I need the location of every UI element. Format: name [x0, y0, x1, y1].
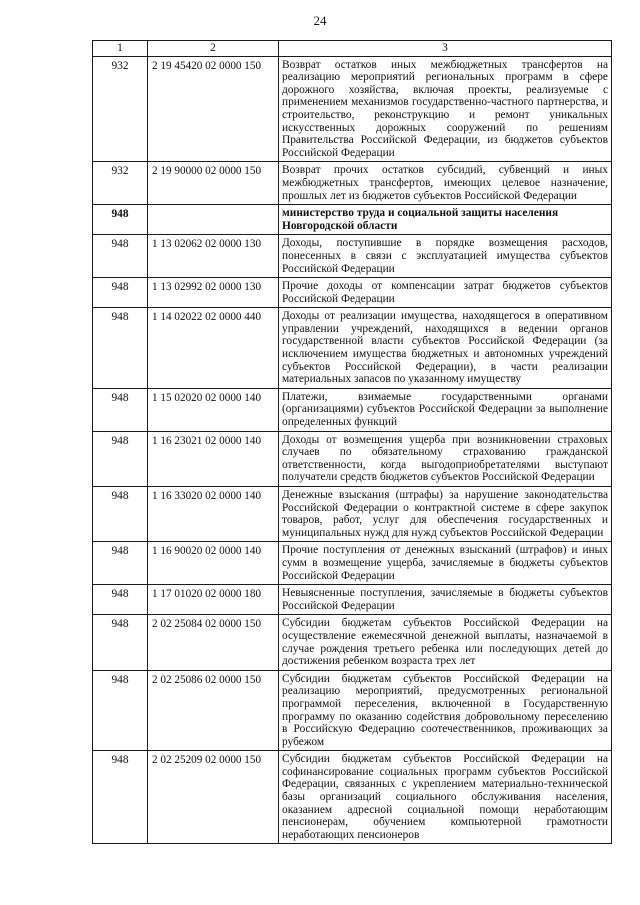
budget-code-cell: 1 16 33020 02 0000 140: [148, 487, 279, 542]
table-row: [93, 585, 612, 615]
description-cell: Субсидии бюджетам субъектов Российской Федерации на осуществление ежемесячной денежной выплаты, назначаемой в случае рождения третьего ребенка или последующих детей до достижения ребенком возраста трех лет: [279, 615, 612, 670]
budget-code-cell: 1 15 02020 02 0000 140: [148, 388, 279, 431]
budget-code-cell: 1 16 90020 02 0000 140: [148, 542, 279, 585]
admin-code-cell: 948: [93, 487, 148, 542]
admin-code-cell: 932: [93, 56, 148, 162]
description-cell: Доходы, поступившие в порядке возмещения расходов, понесенных в связи с эксплуатацией имущества субъектов Российской Федерации: [279, 235, 612, 278]
table-body: [93, 56, 612, 844]
budget-code-cell: 1 16 23021 02 0000 140: [148, 431, 279, 486]
budget-code-cell: 1 14 02022 02 0000 440: [148, 308, 279, 389]
admin-code-cell: 948: [93, 670, 148, 751]
budget-code-cell: 2 02 25209 02 0000 150: [148, 751, 279, 844]
table-row: [93, 235, 612, 278]
description-cell: Прочие доходы от компенсации затрат бюджетов субъектов Российской Федерации: [279, 278, 612, 308]
admin-code-cell: 948: [93, 431, 148, 486]
table-row: [93, 56, 612, 162]
description-cell: Денежные взыскания (штрафы) за нарушение законодательства Российской Федерации о контрактной системе в сфере закупок товаров, работ, услуг для обеспечения государственных и муниципальных нужд для нужд субъектов Российской Федерации: [279, 487, 612, 542]
table-row: [93, 162, 612, 205]
budget-code-cell: 1 13 02992 02 0000 130: [148, 278, 279, 308]
column-header-description: 3: [279, 41, 612, 57]
admin-code-cell: 948: [93, 235, 148, 278]
admin-code-cell: 948: [93, 308, 148, 389]
admin-code-cell: 948: [93, 278, 148, 308]
column-header-admin: 1: [93, 41, 148, 57]
page-number: 24: [313, 13, 327, 28]
section-header-row: [93, 205, 612, 235]
admin-code-cell: 948: [93, 615, 148, 670]
budget-code-cell: 2 02 25084 02 0000 150: [148, 615, 279, 670]
table-row: [93, 388, 612, 431]
admin-code-cell: 948: [93, 585, 148, 615]
description-cell: Невыясненные поступления, зачисляемые в бюджеты субъектов Российской Федерации: [279, 585, 612, 615]
description-cell: Возврат прочих остатков субсидий, субвенций и иных межбюджетных трансфертов, имеющих целевое назначение, прошлых лет из бюджетов субъектов Российской Федерации: [279, 162, 612, 205]
admin-code-cell: 948: [93, 205, 148, 235]
description-cell: Доходы от возмещения ущерба при возникновении страховых случаев по обязательному страхованию гражданской ответственности, когда выгодоприобретателями выступают получатели средств бюджетов субъектов Российской Федерации: [279, 431, 612, 486]
budget-code-cell: 1 17 01020 02 0000 180: [148, 585, 279, 615]
admin-code-cell: 948: [93, 751, 148, 844]
budget-code-cell: 2 19 90000 02 0000 150: [148, 162, 279, 205]
table-row: [93, 487, 612, 542]
table-row: [93, 542, 612, 585]
section-title-cell: министерство труда и социальной защиты населения Новгородской области: [279, 205, 612, 235]
table-header-row: [93, 41, 612, 57]
budget-code-cell: 2 19 45420 02 0000 150: [148, 56, 279, 162]
table-row: [93, 431, 612, 486]
column-header-code: 2: [148, 41, 279, 57]
revenue-codes-table: [92, 40, 612, 844]
description-cell: Возврат остатков иных межбюджетных трансфертов на реализацию мероприятий региональных программ в сфере дорожного хозяйства, включая проекты, реализуемые с применением механизмов государственно-частного партнерства, и строительство, реконструкцию и ремонт уникальных искусственных дорожных сооружений по решениям Правительства Российской Федерации, из бюджетов субъектов Российской Федерации: [279, 56, 612, 162]
table-row: [93, 308, 612, 389]
description-cell: Платежи, взимаемые государственными органами (организациями) субъектов Российской Федерации за выполнение определенных функций: [279, 388, 612, 431]
description-cell: Субсидии бюджетам субъектов Российской Федерации на софинансирование социальных программ субъектов Российской Федерации, связанных с укреплением материально-технической базы организаций социального обслуживания населения, оказанием адресной социальной помощи неработающим пенсионерам, обучением компьютерной грамотности неработающих пенсионеров: [279, 751, 612, 844]
admin-code-cell: 948: [93, 542, 148, 585]
table-row: [93, 670, 612, 751]
budget-code-cell: 2 02 25086 02 0000 150: [148, 670, 279, 751]
admin-code-cell: 948: [93, 388, 148, 431]
description-cell: Доходы от реализации имущества, находящегося в оперативном управлении учреждений, находящихся в ведении органов государственной власти субъектов Российской Федерации (за исключением имущества бюджетных и автономных учреждений субъектов Российской Федерации), в части реализации материальных запасов по указанному имуществу: [279, 308, 612, 389]
budget-code-cell: 1 13 02062 02 0000 130: [148, 235, 279, 278]
admin-code-cell: 932: [93, 162, 148, 205]
table-row: [93, 751, 612, 844]
table-row: [93, 615, 612, 670]
table-row: [93, 278, 612, 308]
budget-code-cell: [148, 205, 279, 235]
description-cell: Прочие поступления от денежных взысканий (штрафов) и иных сумм в возмещение ущерба, зачисляемые в бюджеты субъектов Российской Федерации: [279, 542, 612, 585]
description-cell: Субсидии бюджетам субъектов Российской Федерации на реализацию мероприятий, предусмотренных региональной программой переселения, включенной в Государственную программу по оказанию содействия добровольному переселению в Российскую Федерацию соотечественников, проживающих за рубежом: [279, 670, 612, 751]
